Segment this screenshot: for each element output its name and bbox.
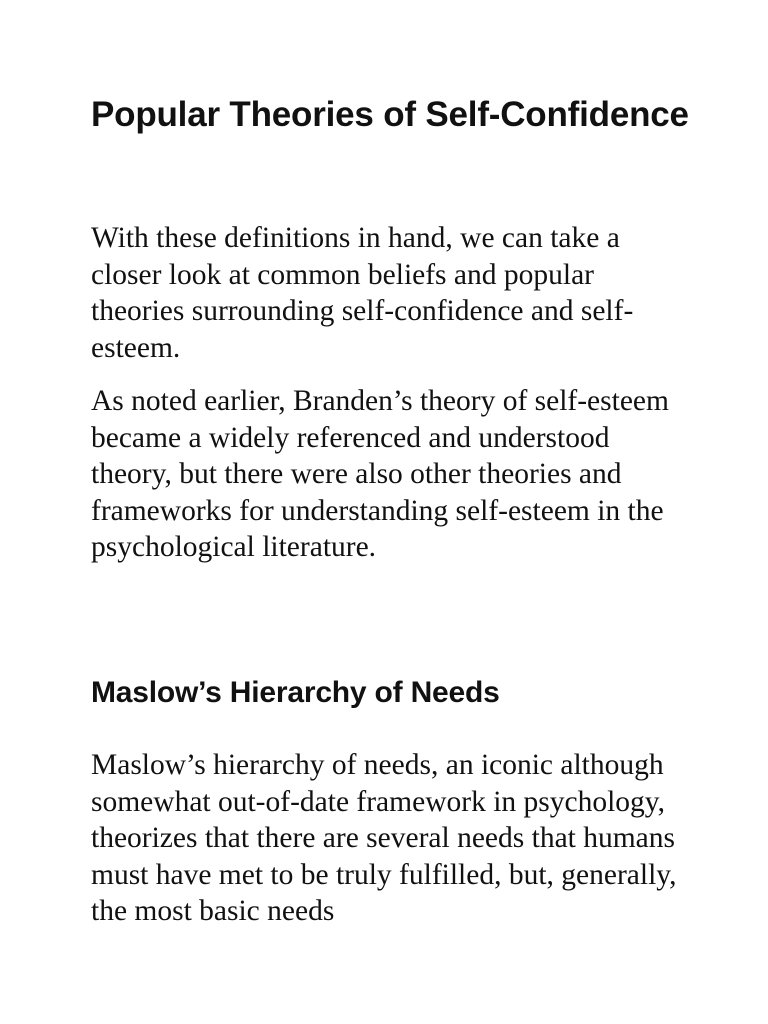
maslow-paragraph: Maslow’s hierarchy of needs, an iconic although somewhat out-of-date framework in psychology, theorizes that there are several needs that humans must have met to be truly fulfilled, but, generally, the most basic needs: [91, 749, 677, 927]
branden-paragraph: As noted earlier, Branden’s theory of self-esteem became a widely referenced and understood theory, but there were also other theories and frameworks for understanding self-esteem in the psychological literature.: [91, 385, 669, 563]
subsection-heading: Maslow’s Hierarchy of Needs: [91, 676, 500, 709]
section-heading: Popular Theories of Self-Confidence: [91, 95, 689, 134]
intro-paragraph: With these definitions in hand, we can take a closer look at common beliefs and popular theories surrounding self-confidence and self-esteem.: [91, 222, 634, 364]
